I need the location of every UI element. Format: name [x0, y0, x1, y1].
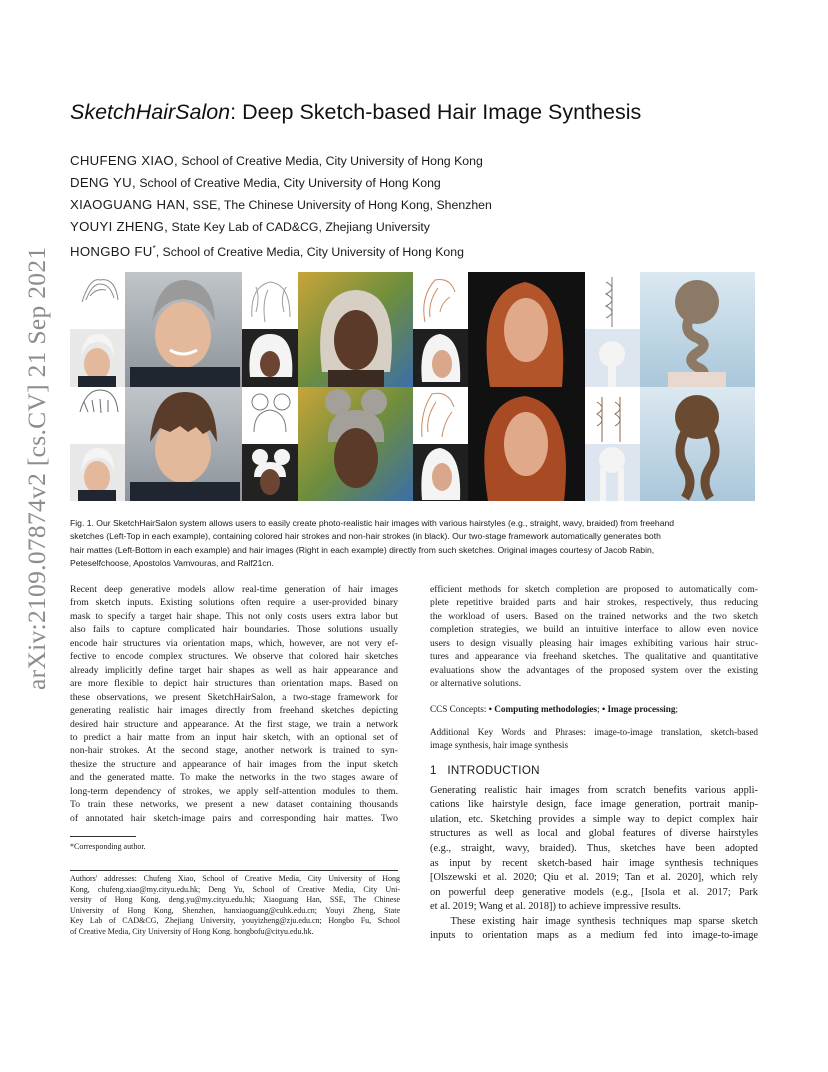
caption-line: hair mattes (Left-Bottom in each example) and hair images (Right in each example) directly from such sketches. Original images courtesy of Jacob Rabin,: [70, 544, 655, 555]
address-line: Key Lab of CAD&CG, Zhejiang University, youyizheng@zju.edu.cn; Hongbo Fu, School: [70, 916, 400, 926]
face-shape: [432, 463, 452, 491]
author-name: YOUYI ZHENG,: [70, 219, 169, 234]
intro-line: Generating realistic hair images from scratch benefits various appli-: [430, 784, 758, 796]
arxiv-identifier: arXiv:2109.07874v2 [cs.CV] 21 Sep 2021: [22, 246, 51, 690]
abstract-line: tures and appearance via freehand sketches. The qualitative and quantitative: [430, 651, 758, 663]
intro-line: (e.g., straight, wavy, braided). Thus, sketches have been adopted: [430, 842, 758, 854]
abstract-line: desired hair structure and appearance. At the first stage, we train a network: [70, 718, 398, 730]
abstract-line: the workload of users. Based on the trained networks and the two sketch: [430, 610, 758, 622]
intro-line: structures as well as local and global features of diverse hairstyles: [430, 828, 758, 840]
abstract-line: users to design visually pleasing hair images exhibiting various hair struc-: [430, 637, 758, 649]
abstract-line: from sketch inputs. Existing solutions often require a user-provided binary: [70, 597, 398, 609]
intro-line: as input by recent sketch-based hair image synthesis techniques: [430, 857, 758, 869]
sketch-tile: [413, 272, 468, 329]
face-shape: [260, 351, 280, 377]
author-3: [70, 194, 492, 216]
abstract-line: already implicitly define target hair shapes as well as hair appearance and: [70, 664, 398, 676]
abstract-line: thesize the structure and appearance of hair images from the input sketch: [70, 758, 398, 770]
abstract-line: are more flexible to depict hair structures than orientation maps. Based on: [70, 678, 398, 690]
suit-shape: [130, 482, 240, 501]
abstract-line: completion strategies, we build an intuitive interface to allow even novice: [430, 624, 758, 636]
abstract-line: non-hair strokes. At the second stage, another network is trained to syn-: [70, 745, 398, 757]
author-affiliation: State Key Lab of CAD&CG, Zhejiang University: [168, 220, 430, 234]
face-shape: [334, 310, 378, 370]
abstract-line: efficient methods for sketch completion are proposed to automatically com-: [430, 584, 758, 595]
author-affiliation: SSE, The Chinese University of Hong Kong, Shenzhen: [189, 198, 492, 212]
face-shape: [504, 412, 548, 476]
authors-addresses: [70, 874, 400, 938]
section-number: 1: [430, 764, 437, 778]
suit-shape: [78, 376, 116, 387]
author-5: [70, 238, 492, 263]
caption-line: Fig. 1. Our SketchHairSalon system allows users to easily create photo-realistic hair images with various hairstyles (e.g., straight, wavy, braided) from freehand: [70, 518, 675, 528]
section-heading: [430, 764, 758, 777]
address-rule: [70, 870, 398, 871]
sketch-tile: [242, 272, 298, 329]
braid-matte-shape: [618, 468, 624, 501]
address-line: University of Hong Kong, Shenzhen, hanxiaoguang@cuhk.edu.cn; Youyi Zheng, State: [70, 905, 400, 915]
intro-line: cations like hairstyle design, face image generation, portrait manip-: [430, 799, 758, 811]
braid-matte-shape: [608, 362, 616, 387]
example-straight-1: [70, 272, 242, 501]
keywords-line: image synthesis, hair image synthesis: [430, 740, 569, 751]
title-italic: SketchHairSalon: [70, 100, 231, 124]
author-affiliation: School of Creative Media, City University of Hong Kong: [135, 176, 441, 190]
intro-line: et al. 2019; Wang et al. 2018]) to achieve impressive results.: [430, 901, 681, 913]
shoulders-shape: [328, 370, 384, 387]
example-braided: [585, 272, 755, 501]
ccs-label: CCS Concepts:: [430, 703, 489, 714]
author-2: [70, 172, 492, 194]
keywords-line: Additional Key Words and Phrases: image-to-image translation, sketch-based: [430, 727, 758, 738]
abstract-left-column: [70, 583, 398, 825]
paper-title: [70, 100, 641, 125]
abstract-line: long-term dependency of strokes, we apply self-attention modules to them.: [70, 785, 398, 797]
ccs-end: ;: [675, 703, 678, 714]
face-shape: [84, 461, 110, 493]
intro-line: [Olszewski et al. 2020; Qiu et al. 2019; Tan et al. 2020], which rely: [430, 872, 758, 884]
caption-line: Peteselfchoose, Apostolos Vamvouras, and Ralf21cn.: [70, 558, 274, 569]
address-line: of Creative Media, City University of Hong Kong. hongbofu@cityu.edu.hk.: [70, 926, 314, 936]
ccs-item: • Computing methodologies: [488, 703, 598, 714]
head-shape: [675, 280, 719, 324]
right-column: [430, 583, 758, 944]
abstract-line: and the generated matte. To make the networks in the two stages aware of: [70, 772, 398, 784]
intro-line: inputs to orientation maps as a medium fed into image-to-image: [430, 930, 758, 942]
teaser-image-grid: [70, 272, 755, 501]
face-shape: [504, 298, 548, 362]
abstract-line: or alternative solutions.: [430, 678, 522, 690]
author-list: [70, 150, 492, 263]
sketch-tile: [70, 387, 125, 444]
intro-line: on powerful deep generative models (e.g., [Isola et al. 2017; Park: [430, 886, 758, 898]
face-shape: [334, 428, 378, 488]
abstract-line: To train these networks, we present a new dataset containing thousands: [70, 799, 398, 811]
address-line: Kong, chufeng.xiao@my.cityu.edu.hk; Deng Yu, School of Creative Media, City Uni-: [70, 884, 400, 894]
sketch-tile: [585, 387, 640, 444]
face-shape: [155, 302, 211, 368]
ccs-separator: ;: [597, 703, 602, 714]
sketch-tile: [413, 387, 468, 444]
abstract-line: encode hair structures via orientation maps, which, however, are not very ef-: [70, 637, 398, 649]
ccs-item: • Image processing: [601, 703, 676, 714]
abstract-line: generating realistic hair images directly from freehand sketches depicting: [70, 705, 398, 717]
abstract-line: Recent deep generative models allow real-time generation of hair images: [70, 584, 398, 595]
author-name: HONGBO FU: [70, 244, 153, 260]
author-name: XIAOGUANG HAN,: [70, 197, 190, 212]
abstract-line: also fails to capture complicated hair boundaries. Those solutions usually: [70, 624, 398, 636]
face-shape: [260, 469, 280, 495]
braid-matte-shape: [600, 468, 606, 501]
ccs-concepts: [430, 703, 758, 716]
abstract-line: of annotated hair sketch-image pairs and corresponding hair mattes. Two: [70, 812, 398, 824]
corresponding-mark: *: [152, 244, 156, 253]
abstract-line: to predict a hair matte from an input hair sketch, with an optional set of: [70, 731, 398, 743]
footnote-rule: [70, 836, 136, 837]
face-shape: [432, 350, 452, 378]
teaser-figure: [70, 272, 755, 501]
address-line: versity of Hong Kong, deng.yu@my.cityu.edu.hk; Xiaoguang Han, SSE, The Chinese: [70, 895, 400, 905]
section-title: INTRODUCTION: [447, 764, 540, 778]
abstract-line: mask to specify a target hair shape. This not only costs users extra labor but: [70, 610, 398, 622]
abstract-line: plete repetitive braided parts and hair strokes, respectively, thus reducing: [430, 597, 758, 609]
shoulders-shape: [668, 372, 726, 387]
sketch-tile: [70, 272, 125, 329]
author-name: CHUFENG XIAO,: [70, 153, 178, 168]
author-affiliation: School of Creative Media, City University of Hong Kong: [177, 154, 483, 168]
author-4: [70, 216, 492, 238]
example-wavy: [242, 272, 413, 501]
title-rest: : Deep Sketch-based Hair Image Synthesis: [230, 100, 642, 124]
address-line: Authors' addresses: Chufeng Xiao, School of Creative Media, City University of Hong: [70, 874, 400, 883]
suit-shape: [130, 367, 240, 387]
author-name: DENG YU,: [70, 175, 136, 190]
author-affiliation: , School of Creative Media, City University of Hong Kong: [155, 245, 464, 260]
suit-shape: [78, 490, 116, 501]
abstract-line: fective to encode complex structures. We observe that colored hair sketches: [70, 651, 398, 663]
figure-caption: [70, 517, 760, 571]
keywords: [430, 726, 758, 752]
example-long-wavy: [413, 272, 585, 501]
bun-matte: [274, 449, 290, 465]
intro-line: These existing hair image synthesis techniques map sparse sketch: [430, 915, 758, 927]
introduction-text: [430, 784, 758, 945]
author-1: [70, 150, 492, 172]
sketch-tile: [242, 387, 298, 444]
footnote: *Corresponding author.: [70, 842, 146, 851]
intro-line: ulation, etc. Sketching provides a simple way to depict complex hair: [430, 813, 758, 825]
caption-line: sketches (Left-Top in each example), containing colored hair strokes and non-hair strokes (in black). Our two-stage framework automatically generates both: [70, 531, 661, 542]
abstract-line: evaluations show the advantages of the proposed system over the existing: [430, 664, 758, 676]
abstract-line: these observations, we present SketchHairSalon, a two-stage framework for: [70, 691, 398, 703]
face-shape: [84, 348, 110, 380]
